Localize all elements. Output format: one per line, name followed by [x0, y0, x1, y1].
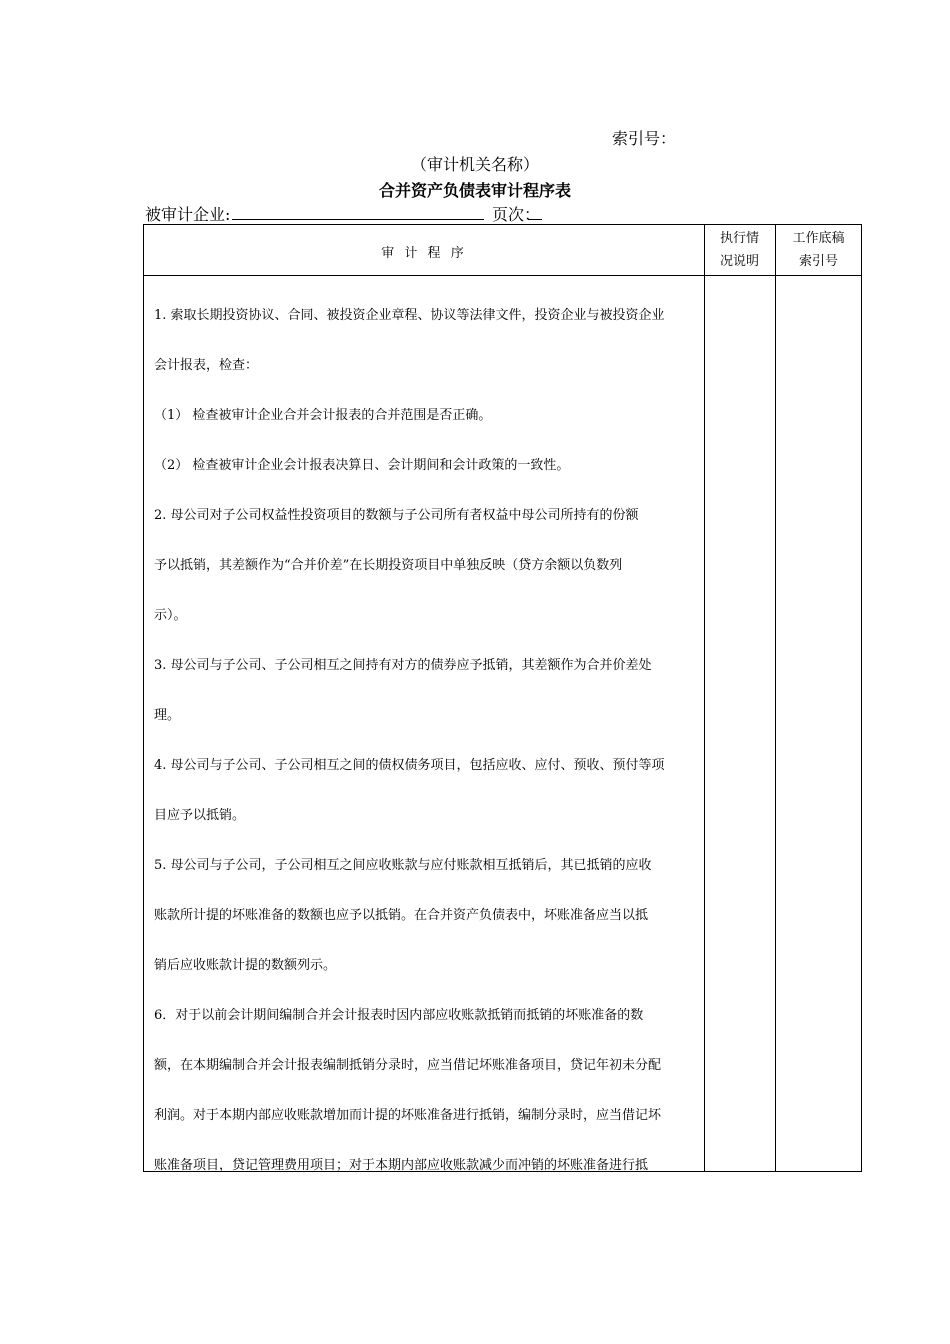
procedure-text: [154, 291, 699, 1191]
procedure-line: 予以抵销，其差额作为“合并价差”在长期投资项目中单独反映（贷方余额以负数列: [154, 558, 623, 573]
procedure-line: 账准备项目，贷记管理费用项目；对于本期内部应收账款减少而冲销的坏账准备进行抵: [154, 1158, 649, 1173]
procedure-line: 销后应收账款计提的数额列示。: [154, 958, 337, 973]
procedure-line: 利润。对于本期内部应收账款增加而计提的坏账准备进行抵销，编制分录时，应当借记坏: [154, 1108, 662, 1123]
procedure-line: 账款所计提的坏账准备的数额也应予以抵销。在合并资产负债表中，坏账准备应当以抵: [154, 908, 649, 923]
column-header-workpaper-index: [775, 227, 862, 273]
column-header-execution-notes-line2: 况说明: [719, 254, 759, 269]
agency-name: （审计机关名称）: [410, 155, 539, 174]
column-divider: [704, 225, 705, 1171]
index-number-label: 索引号：: [612, 129, 677, 148]
audit-procedure-table: [143, 224, 862, 1172]
column-divider: [775, 225, 776, 1171]
auditee-blank-line: [232, 219, 484, 220]
procedure-line: （1） 检查被审计企业合并会计报表的合并范围是否正确。: [154, 408, 492, 423]
procedure-line: 2. 母公司对子公司权益性投资项目的数额与子公司所有者权益中母公司所持有的份额: [154, 508, 639, 523]
procedure-line: 5. 母公司与子公司，子公司相互之间应收账款与应付账款相互抵销后，其已抵销的应收: [154, 858, 652, 873]
procedure-line: 6．对于以前会计期间编制合并会计报表时因内部应收账款抵销而抵销的坏账准备的数: [154, 1008, 644, 1023]
column-header-execution-notes-line1: 执行情: [719, 231, 759, 246]
procedure-line: 示）。: [154, 608, 187, 623]
column-header-execution-notes: [704, 227, 775, 273]
procedure-line: 目应予以抵销。: [154, 808, 246, 823]
procedure-line: 1. 索取长期投资协议、合同、被投资企业章程、协议等法律文件，投资企业与被投资企业: [154, 308, 665, 323]
procedure-line: 4. 母公司与子公司、子公司相互之间的债权债务项目，包括应收、应付、预收、预付等项: [154, 758, 665, 773]
page-number-blank-line: [528, 219, 542, 220]
column-header-workpaper-index-line2: 索引号: [798, 254, 838, 269]
header-divider: [144, 275, 861, 276]
procedure-line: 3. 母公司与子公司、子公司相互之间持有对方的债券应予抵销，其差额作为合并价差处: [154, 658, 652, 673]
page-number-label: 页次：: [492, 205, 541, 224]
procedure-line: （2） 检查被审计企业会计报表决算日、会计期间和会计政策的一致性。: [154, 458, 570, 473]
procedure-line: 理。: [154, 708, 181, 723]
procedure-line: 会计报表，检查：: [154, 358, 259, 373]
column-header-workpaper-index-line1: 工作底稿: [792, 231, 845, 246]
column-header-procedure: 审 计 程 序: [381, 246, 467, 261]
document-title: 合并资产负债表审计程序表: [378, 181, 571, 200]
auditee-label: 被审计企业:: [145, 205, 231, 224]
procedure-line: 额，在本期编制合并会计报表编制抵销分录时，应当借记坏账准备项目，贷记年初未分配: [154, 1058, 662, 1073]
